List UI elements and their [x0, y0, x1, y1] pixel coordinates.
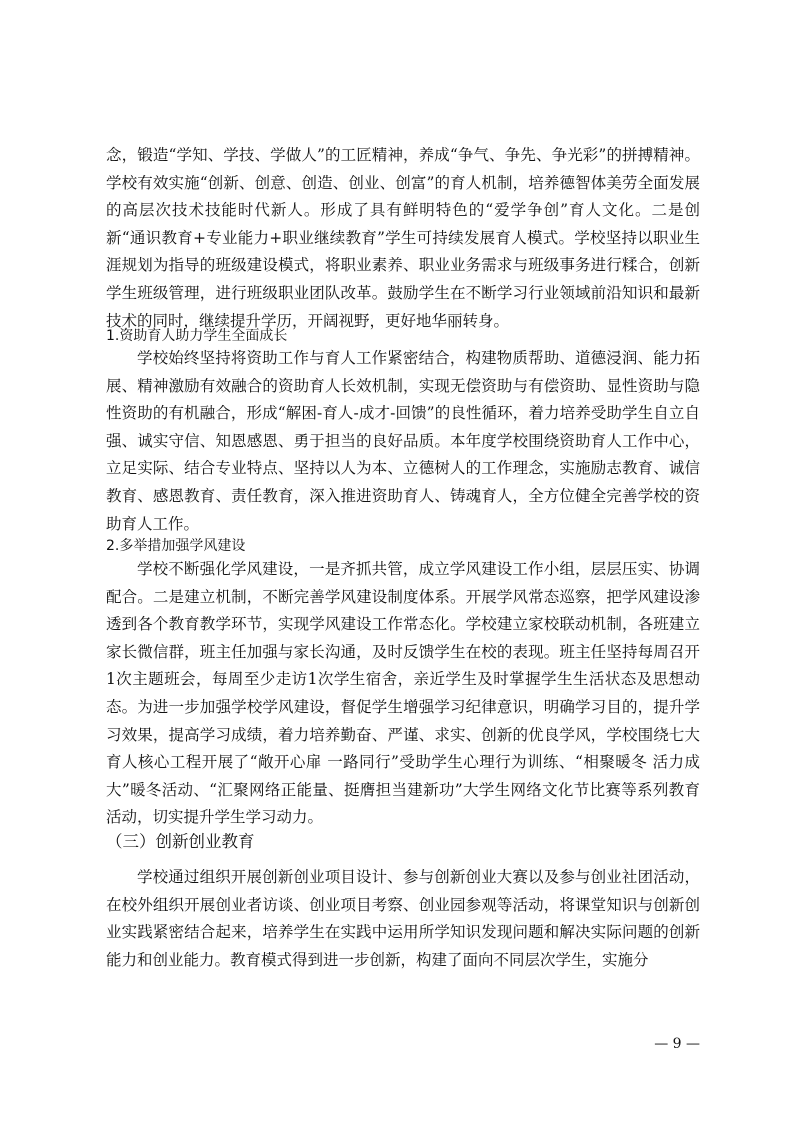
body-text: 念，锻造“学知、学技、学做人”的工匠精神，养成“争气、争先、争光彩”的拼搏精神。学校有效实施“创新、创意、创造、创业、创富”的育人机制，培养德智体美劳全面发展的高层次技术技能时代新人。形成了具有鲜明特色的“爱学争创”育人文化。二是创新“通识教育+专业能力+职业继续教育”学生可持续发展育人模式。学校坚持以职业生涯规划为指导的班级建设模式，将职业素养、职业业务需求与班级事务进行糅合，创新学生班级管理，进行班级职业团队改革。鼓励学生在不断学习行业领域前沿知识和最新技术的同时，继续提升学历，开阔视野，更好地华丽转身。	[106, 146, 700, 330]
section-heading-study-style	[106, 536, 700, 556]
page-number: — 9 —	[654, 1036, 700, 1052]
paragraph-financial-aid	[106, 345, 700, 538]
heading-text: 2.多举措加强学风建设	[106, 538, 246, 554]
paragraph-study-style	[106, 556, 700, 832]
section-heading-financial-aid	[106, 326, 700, 346]
body-text: 学校通过组织开展创新创业项目设计、参与创新创业大赛以及参与创业社团活动，在校外组织开展创业者访谈、创业项目考察、创业园参观等活动，将课堂知识与创新创业实践紧密结合起来，培养学生在实践中运用所学知识发现问题和解决实际问题的创新能力和创业能力。教育模式得到进一步创新，构建了面向不同层次学生，实施分	[106, 868, 700, 969]
heading-text: （三）创新创业教育	[106, 832, 255, 851]
paragraph-craftsman-spirit	[106, 142, 700, 335]
paragraph-innovation	[106, 864, 700, 974]
body-text: 学校始终坚持将资助工作与育人工作紧密结合，构建物质帮助、道德浸润、能力拓展、精神激励有效融合的资助育人长效机制，实现无偿资助与有偿资助、显性资助与隐性资助的有机融合，形成“解困-育人-成才-回馈”的良性循环，着力培养受助学生自立自强、诚实守信、知恩感恩、勇于担当的良好品质。本年度学校围绕资助育人工作中心，立足实际、结合专业特点、坚持以人为本、立德树人的工作理念，实施励志教育、诚信教育、感恩教育、责任教育，深入推进资助育人、铸魂育人，全方位健全完善学校的资助育人工作。	[106, 349, 700, 533]
body-text: 学校不断强化学风建设，一是齐抓共管，成立学风建设工作小组，层层压实、协调配合。二是建立机制，不断完善学风建设制度体系。开展学风常态巡察，把学风建设渗透到各个教育教学环节，实现学风建设工作常态化。学校建立家校联动机制，各班建立家长微信群，班主任加强与家长沟通，及时反馈学生在校的表现。班主任坚持每周召开1次主题班会，每周至少走访1次学生宿舍，亲近学生及时掌握学生生活状态及思想动态。为进一步加强学校学风建设，督促学生增强学习纪律意识，明确学习目的，提升学习效果，提高学习成绩，着力培养勤奋、严谨、求实、创新的优良学风，学校围绕七大育人核心工程开展了“敞开心扉 一路同行”受助学生心理行为训练、“相聚暖冬 活力成大”暖冬活动、“汇聚网络正能量、挺膺担当建新功”大学生网络文化节比赛等系列教育活动，切实提升学生学习动力。	[106, 560, 700, 827]
section-heading-innovation	[106, 830, 700, 854]
heading-text: 1.资助育人助力学生全面成长	[106, 328, 288, 344]
